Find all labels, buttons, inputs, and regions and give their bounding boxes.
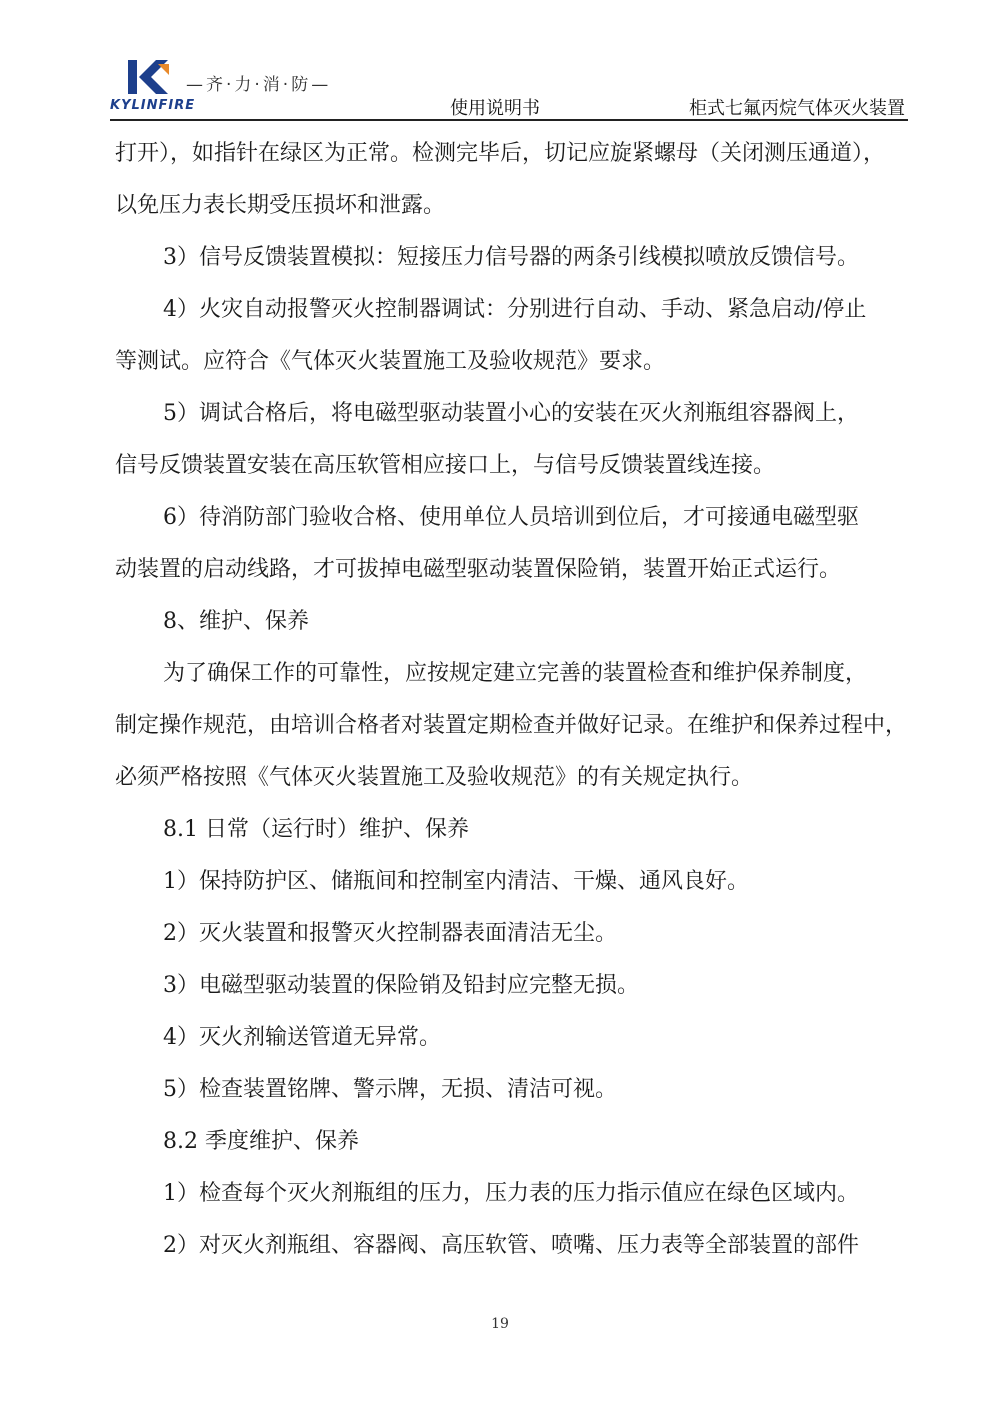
kylinfire-logo-icon bbox=[128, 60, 170, 94]
text-line: 5）调试合格后，将电磁型驱动装置小心的安装在灭火剂瓶组容器阀上， bbox=[163, 401, 859, 426]
text-line: 4）灭火剂输送管道无异常。 bbox=[163, 1025, 441, 1050]
text-line: 2）对灭火剂瓶组、容器阀、高压软管、喷嘴、压力表等全部装置的部件 bbox=[163, 1233, 859, 1258]
text-line: 为了确保工作的可靠性，应按规定建立完善的装置检查和维护保养制度， bbox=[163, 661, 868, 686]
document-body bbox=[115, 128, 915, 1272]
text-line: 4）火灾自动报警灭火控制器调试：分别进行自动、手动、紧急启动/停止 bbox=[163, 297, 867, 322]
text-line: 8.1 日常（运行时）维护、保养 bbox=[163, 817, 469, 842]
text-line: 制定操作规范，由培训合格者对装置定期检查并做好记录。在维护和保养过程中， bbox=[115, 713, 908, 738]
logo-brand: KYLINFIRE bbox=[110, 98, 196, 113]
text-line: 1）检查每个灭火剂瓶组的压力，压力表的压力指示值应在绿色区域内。 bbox=[163, 1181, 859, 1206]
doc-type: 使用说明书 bbox=[450, 98, 540, 119]
logo-slogan: —齐·力·消·防— bbox=[186, 75, 332, 95]
page-number: 19 bbox=[491, 1316, 509, 1332]
text-line: 必须严格按照《气体灭火装置施工及验收规范》的有关规定执行。 bbox=[115, 765, 754, 790]
text-line: 信号反馈装置安装在高压软管相应接口上，与信号反馈装置线连接。 bbox=[115, 453, 776, 478]
text-line: 2）灭火装置和报警灭火控制器表面清洁无尘。 bbox=[163, 921, 617, 946]
header-divider bbox=[110, 119, 908, 121]
text-line: 6）待消防部门验收合格、使用单位人员培训到位后，才可接通电磁型驱 bbox=[163, 505, 859, 530]
product-name: 柜式七氟丙烷气体灭火装置 bbox=[689, 98, 905, 119]
text-line: 3）信号反馈装置模拟：短接压力信号器的两条引线模拟喷放反馈信号。 bbox=[163, 245, 859, 270]
text-line: 5）检查装置铭牌、警示牌，无损、清洁可视。 bbox=[163, 1077, 617, 1102]
page-header bbox=[0, 0, 1000, 120]
text-line: 3）电磁型驱动装置的保险销及铅封应完整无损。 bbox=[163, 973, 639, 998]
text-line: 以免压力表长期受压损坏和泄露。 bbox=[115, 193, 446, 218]
text-line: 等测试。应符合《气体灭火装置施工及验收规范》要求。 bbox=[115, 349, 666, 374]
text-line: 1）保持防护区、储瓶间和控制室内清洁、干燥、通风良好。 bbox=[163, 869, 749, 894]
text-line: 8、维护、保养 bbox=[163, 609, 309, 634]
text-line: 打开），如指针在绿区为正常。检测完毕后，切记应旋紧螺母（关闭测压通道）， bbox=[115, 141, 886, 166]
text-line: 8.2 季度维护、保养 bbox=[163, 1129, 359, 1154]
text-line: 动装置的启动线路，才可拔掉电磁型驱动装置保险销，装置开始正式运行。 bbox=[115, 557, 842, 582]
